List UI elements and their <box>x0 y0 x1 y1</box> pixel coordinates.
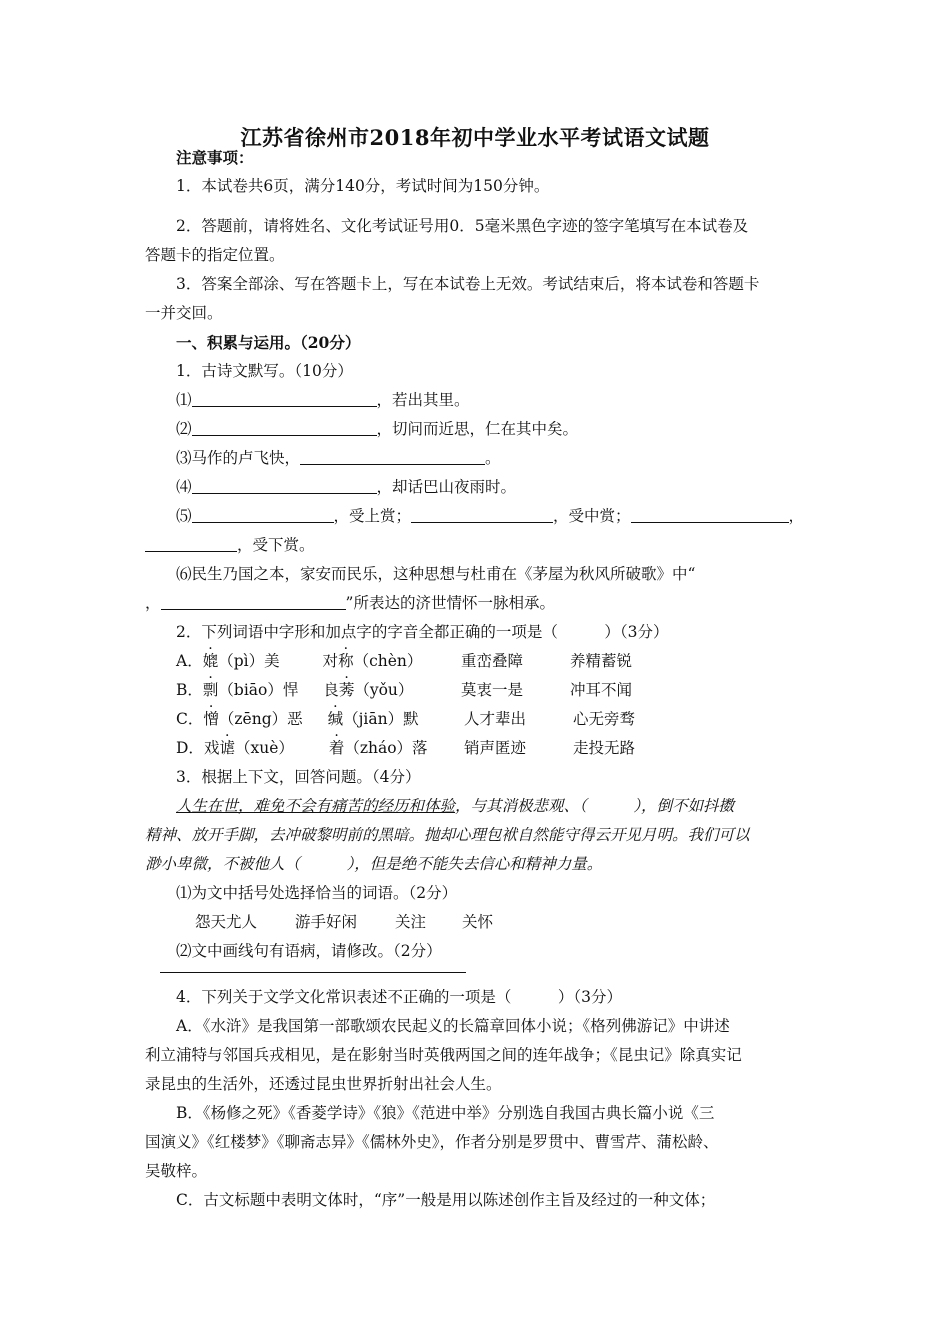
q3-sub1: ⑴为文中括号处选择恰当的词语。（2分） <box>176 884 458 902</box>
option-letter: C． <box>176 710 204 728</box>
option-word: 莫衷一是 <box>461 681 524 699</box>
answer-blank[interactable] <box>192 506 334 523</box>
q1-stem: 1．古诗文默写。（10分） <box>176 362 353 380</box>
q1-s4 <box>176 473 841 502</box>
option-text: 对 <box>322 652 339 670</box>
q4-stem: 4．下列关于文学文化常识表述不正确的一项是（ ）（3分） <box>176 988 622 1006</box>
q1-s1-text: ，若出其里。 <box>376 391 470 409</box>
q1-s3-text: 。 <box>485 449 501 467</box>
q4-option-a-1: A．《水浒》是我国第一部歌颂农民起义的长篇章回体小说；《格列佛游记》中讲述 <box>176 1017 730 1035</box>
q1-s6: ⑹民生乃国之本，家安而民乐，这种思想与杜甫在《茅屋为秋风所破歌》中“ <box>176 565 696 583</box>
q3-passage-line-3: 渺小卑微，不被他人（ ），但是绝不能失去信心和精神力量。 <box>145 855 603 873</box>
option-letter: D． <box>176 739 204 757</box>
q1-s4-text: ，却话巴山夜雨时。 <box>376 478 517 496</box>
q1-s5-a: ，受上赏； <box>333 507 412 525</box>
q1-s5-c: ， <box>788 507 805 525</box>
q1-s6-cont <box>145 589 810 618</box>
q1-s1 <box>176 386 841 415</box>
section-heading: 一、积累与运用。（20分） <box>176 333 361 352</box>
option-text: （yǒu） <box>354 681 414 699</box>
option-word: 人才辈出 <box>464 710 527 728</box>
notice-item-2: 2．答题前，请将姓名、文化考试证号用0．5毫米黑色字迹的签字笔填写在本试卷及 <box>176 217 749 235</box>
option-word: 销声匿迹 <box>464 739 527 757</box>
answer-blank[interactable] <box>145 535 237 552</box>
q1-s1-num: ⑴ <box>176 391 192 409</box>
option-letter: B． <box>176 681 203 699</box>
dotted-char: 憎 <box>203 710 219 728</box>
option-word: 心无旁骛 <box>573 710 636 728</box>
option-text: （jiān）默 <box>343 710 419 728</box>
q3-stem: 3．根据上下文，回答问题。（4分） <box>176 768 421 786</box>
q1-s5-num: ⑸ <box>176 507 192 525</box>
dotted-char: 缄 <box>327 710 344 728</box>
q3-sub2: ⑵文中画线句有语病，请修改。（2分） <box>176 942 442 960</box>
option-letter: A． <box>176 652 203 670</box>
q1-s5 <box>176 502 841 531</box>
option-word: 重峦叠障 <box>461 652 524 670</box>
option-text: 良 <box>323 681 339 699</box>
q2-option-a <box>176 647 841 676</box>
dotted-char: 媲 <box>202 652 219 670</box>
notice-item-2-cont: 答题卡的指定位置。 <box>145 246 285 264</box>
q1-s2 <box>176 415 841 444</box>
q2-option-c <box>176 705 841 734</box>
q4-option-a-3: 录昆虫的生活外，还透过昆虫世界折射出社会人生。 <box>145 1075 502 1093</box>
q4-option-b-2: 国演义》《红楼梦》《聊斋志异》《儒林外史》，作者分别是罗贯中、曹雪芹、蒲松龄、 <box>145 1133 719 1151</box>
q1-s5-d: ，受下赏。 <box>237 536 315 554</box>
q3-passage-rest: ，与其消极悲观、（ ），倒不如抖擞 <box>455 797 735 815</box>
q4-option-b-3: 吴敬梓。 <box>145 1162 208 1180</box>
notice-heading: 注意事项： <box>176 148 254 167</box>
q1-s6-post: ”所表达的济世情怀一脉相承。 <box>345 594 555 612</box>
q1-s4-num: ⑷ <box>176 478 192 496</box>
dotted-char: 称 <box>338 652 354 670</box>
word-choice: 怨天尤人 <box>195 913 258 931</box>
notice-item-3: 3．答案全部涂、写在答题卡上，写在本试卷上无效。考试结束后，将本试卷和答题卡 <box>176 275 760 293</box>
option-word: 养精蓄锐 <box>570 652 633 670</box>
q1-s5-cont <box>145 531 810 560</box>
q1-s6-pre: ， <box>145 594 161 612</box>
q3-passage-line-1 <box>176 792 841 821</box>
word-choice: 关注 <box>395 913 427 931</box>
option-text: 戏 <box>203 739 220 757</box>
option-text: （zēng）恶 <box>218 710 303 728</box>
q1-s3-pre: ⑶马作的卢飞快， <box>176 449 301 467</box>
q1-s5-b: ，受中赏； <box>553 507 631 525</box>
dotted-char: 着 <box>328 739 345 757</box>
q1-s3 <box>176 444 841 473</box>
page-title: 江苏省徐州市2018年初中学业水平考试语文试题 <box>240 125 710 150</box>
dotted-char: 谑 <box>219 739 235 757</box>
answer-blank[interactable] <box>161 593 346 610</box>
q4-option-c-1: C．古文标题中表明文体时，“序”一般是用以陈述创作主旨及经过的一种文体； <box>176 1191 716 1209</box>
word-choice: 关怀 <box>462 913 494 931</box>
underlined-sentence: 人生在世，难免不会有痛苦的经历和体验 <box>176 797 456 815</box>
q2-option-b <box>176 676 841 705</box>
q4-option-b-1: B．《杨修之死》《香菱学诗》《狼》《范进中举》分别选自我国古典长篇小说《三 <box>176 1104 715 1122</box>
q2-stem: 2．下列词语中字形和加点字的字音全都正确的一项是（ ）（3分） <box>176 623 669 641</box>
notice-item-3-cont: 一并交回。 <box>145 304 223 322</box>
option-text: （zháo）落 <box>344 739 428 757</box>
option-text: （pì）美 <box>218 652 280 670</box>
answer-blank[interactable] <box>192 477 377 494</box>
q2-option-d <box>176 734 841 763</box>
q1-s2-num: ⑵ <box>176 420 192 438</box>
q3-word-choices <box>195 908 860 937</box>
word-choice: 游手好闲 <box>295 913 358 931</box>
dotted-char: 剽 <box>202 681 219 699</box>
option-word: 走投无路 <box>573 739 636 757</box>
option-text: （xuè） <box>234 739 294 757</box>
answer-blank[interactable] <box>411 506 553 523</box>
answer-blank[interactable] <box>192 390 377 407</box>
option-word: 冲耳不闻 <box>570 681 633 699</box>
q4-option-a-2: 利立浦特与邻国兵戎相见，是在影射当时英俄两国之间的连年战争；《昆虫记》除真实记 <box>145 1046 742 1064</box>
answer-blank[interactable] <box>300 448 485 465</box>
answer-blank[interactable] <box>631 506 789 523</box>
dotted-char: 莠 <box>338 681 355 699</box>
notice-item-1: 1．本试卷共6页，满分140分，考试时间为150分钟。 <box>176 177 550 195</box>
q1-s2-text: ，切问而近思，仁在其中矣。 <box>376 420 579 438</box>
answer-blank[interactable] <box>192 419 377 436</box>
option-text: （biāo）悍 <box>218 681 299 699</box>
answer-line[interactable] <box>160 972 466 973</box>
q3-passage-line-2: 精神、放开手脚，去冲破黎明前的黑暗。抛却心理包袱自然能守得云开见月明。我们可以 <box>145 826 750 844</box>
option-text: （chèn） <box>353 652 423 670</box>
